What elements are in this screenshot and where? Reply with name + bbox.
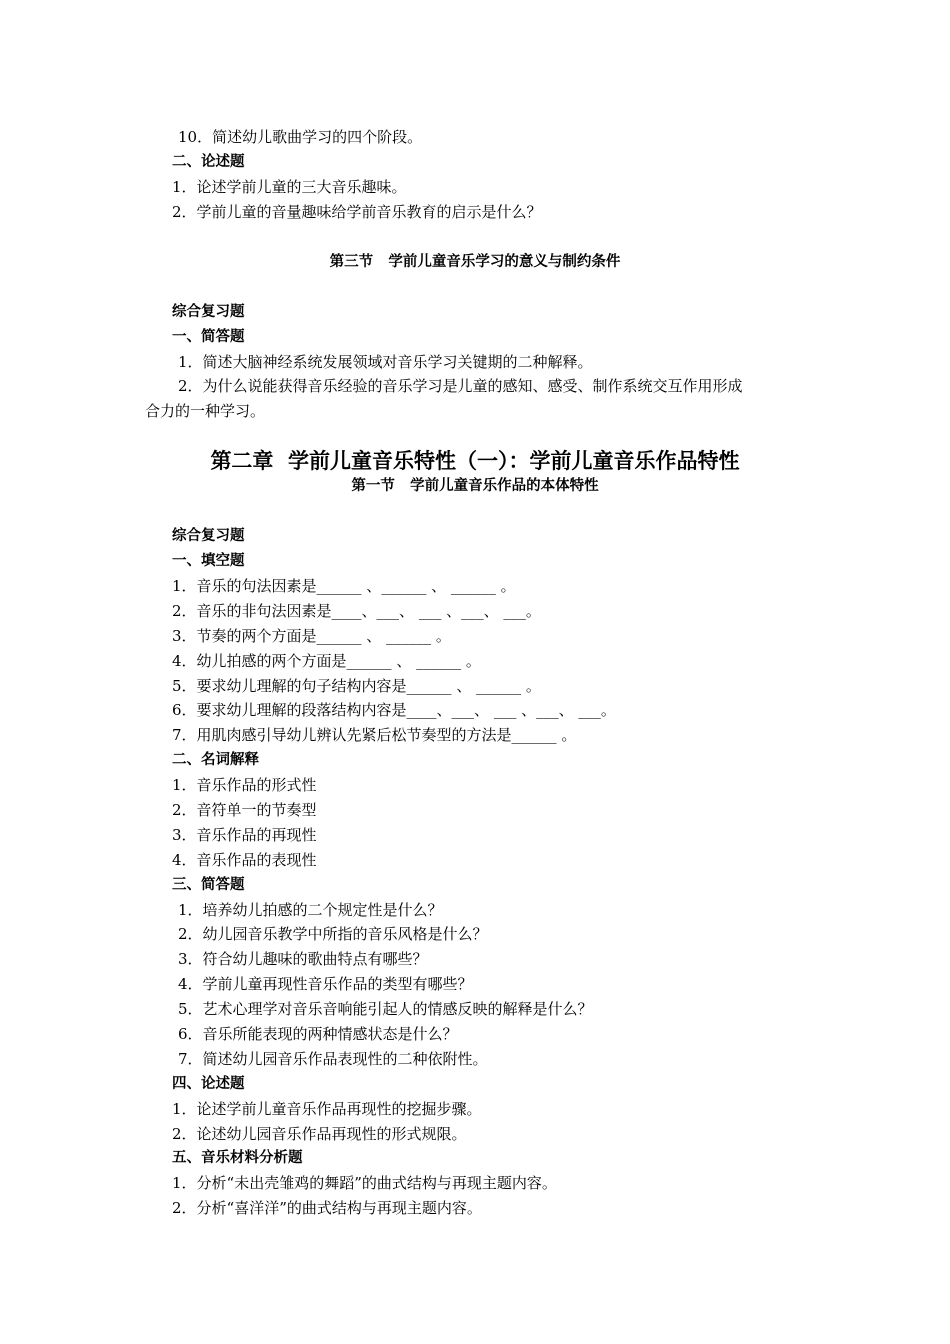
question-item: 2．分析“喜洋洋”的曲式结构与再现主题内容。 — [172, 1199, 482, 1217]
question-item: 10．简述幼儿歌曲学习的四个阶段。 — [178, 128, 423, 146]
fill-item: 1．音乐的句法因素是______ 、______ 、 ______ 。 — [172, 577, 516, 595]
question-item: 2．幼儿园音乐教学中所指的音乐风格是什么？ — [178, 925, 488, 943]
question-item: 1．论述学前儿童音乐作品再现性的挖掘步骤。 — [172, 1100, 482, 1118]
question-item: 6．音乐所能表现的两种情感状态是什么？ — [178, 1025, 458, 1043]
question-item: 2．论述幼儿园音乐作品再现性的形式规限。 — [172, 1125, 467, 1143]
term-item: 4．音乐作品的表现性 — [172, 851, 317, 869]
term-item: 2．音符单一的节奏型 — [172, 801, 317, 819]
section-heading: 五、音乐材料分析题 — [172, 1150, 303, 1166]
chapter-title: 第二章 学前儿童音乐特性（一）：学前儿童音乐作品特性 — [210, 449, 740, 473]
fill-item: 3．节奏的两个方面是______ 、 ______ 。 — [172, 627, 451, 645]
question-item: 5．艺术心理学对音乐音响能引起人的情感反映的解释是什么？ — [178, 1000, 593, 1018]
section-heading: 二、名词解释 — [172, 752, 259, 768]
section-heading: 一、简答题 — [172, 329, 245, 345]
question-item: 3．符合幼儿趣味的歌曲特点有哪些？ — [178, 950, 428, 968]
question-item: 2．为什么说能获得音乐经验的音乐学习是儿童的感知、感受、制作系统交互作用形成 — [178, 377, 743, 395]
review-heading: 综合复习题 — [172, 304, 245, 320]
section-heading: 四、论述题 — [172, 1076, 245, 1092]
question-item: 7．简述幼儿园音乐作品表现性的二种依附性。 — [178, 1050, 488, 1068]
section-heading: 二、论述题 — [172, 154, 245, 170]
question-item: 2．学前儿童的音量趣味给学前音乐教育的启示是什么？ — [172, 203, 542, 221]
term-item: 3．音乐作品的再现性 — [172, 826, 317, 844]
fill-item: 5．要求幼儿理解的句子结构内容是______ 、 ______ 。 — [172, 677, 541, 695]
fill-item: 2．音乐的非句法因素是____、___、 ___ 、___、 ___。 — [172, 602, 541, 620]
section-title: 第一节 学前儿童音乐作品的本体特性 — [351, 478, 599, 494]
term-item: 1．音乐作品的形式性 — [172, 776, 317, 794]
question-item: 1．分析“未出壳雏鸡的舞蹈”的曲式结构与再现主题内容。 — [172, 1174, 557, 1192]
section-heading: 一、填空题 — [172, 553, 245, 569]
fill-item: 7．用肌肉感引导幼儿辨认先紧后松节奏型的方法是______ 。 — [172, 726, 577, 744]
fill-item: 4．幼儿拍感的两个方面是______ 、 ______ 。 — [172, 652, 481, 670]
review-heading: 综合复习题 — [172, 528, 245, 544]
fill-item: 6．要求幼儿理解的段落结构内容是____、___、 ___ 、___、 ___。 — [172, 701, 616, 719]
question-item: 1．培养幼儿拍感的二个规定性是什么？ — [178, 901, 443, 919]
question-item: 4．学前儿童再现性音乐作品的类型有哪些？ — [178, 975, 473, 993]
section-title: 第三节 学前儿童音乐学习的意义与制约条件 — [329, 254, 621, 270]
question-item-continuation: 合力的一种学习。 — [145, 402, 266, 420]
question-item: 1．简述大脑神经系统发展领域对音乐学习关键期的二种解释。 — [178, 353, 593, 371]
section-heading: 三、简答题 — [172, 877, 245, 893]
question-item: 1．论述学前儿童的三大音乐趣味。 — [172, 178, 407, 196]
